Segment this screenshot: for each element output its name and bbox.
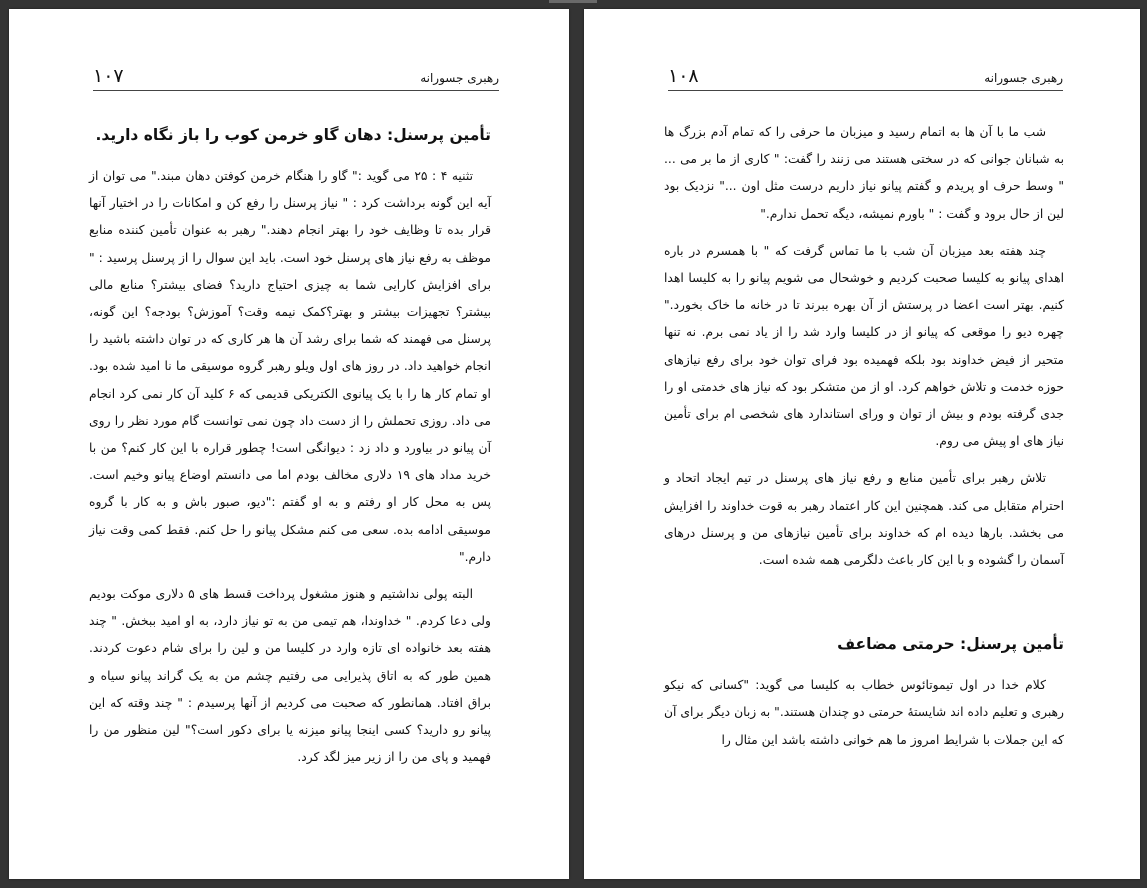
paragraph: شب ما با آن ها به اتمام رسید و میزبان ما حرفی را که تمام آدم بزرگ ها به شبانان جوانی که در سختی هستند می زنند را گفت: " کاری از ما بر می ... " وسط حرف او پریدم و گفتم پیانو نیاز داریم درست مثل اون ..." نزدیک بود لین از حال برود و گفت : " باورم نمیشه، دیگه تحمل ندارم." (664, 125, 1064, 221)
section-heading: تأمین پرسنل: حرمتی مضاعف (837, 635, 1064, 654)
paragraph: چند هفته بعد میزبان آن شب با ما تماس گرفت که " با همسرم در باره اهدای پیانو به کلیسا صحبت کردیم و خوشحال می شویم پیانو را به کلیسا اهدا کنیم. بهتر است اعضا در پرستش از آن بهره ببرند تا در خانه ما خاک بخورد." چهره دیو را موقعی که پیانو از در کلیسا وارد شد را از یاد نمی برم. نه تنها متحیر از فیض خداوند بود بلکه فهمیده بود فرای توان خود برای رفع نیازهای حوزه خدمت و تلاش خواهم کرد. او از من متشکر بود که نیاز های خدمتی او را جدی گرفته بودم و بیش از توان و ورای استاندارد های شخصی ام برای تأمین نیاز های او پیش می روم. (664, 243, 1064, 449)
section-heading: تأمین پرسنل: دهان گاو خرمن کوب را باز نگاه دارید. (95, 126, 491, 144)
running-title: رهبری جسورانه (420, 71, 499, 85)
header-rule (93, 90, 499, 91)
page-number: ۱۰۷ (93, 65, 124, 87)
running-header (93, 63, 499, 91)
page-content (89, 121, 491, 781)
page-107 (9, 9, 569, 879)
paragraph: تلاش رهبر برای تأمین منابع و رفع نیاز های پرسنل در تیم ایجاد اتحاد و احترام متقابل می کند. همچنین این کار اعتماد رهبر به قوت خداوند را افزایش می بخشد. بارها دیده ام که خداوند برای تأمین نیازهای من و پرسنل درهای آسمان را گشوده و با این کار باعث دلگرمی همه شده است. (664, 471, 1064, 568)
running-title: رهبری جسورانه (984, 71, 1063, 85)
paragraph: تثنیه ۴ : ۲۵ می گوید :" گاو را هنگام خرمن کوفتن دهان مبند." می توان از آیه این گونه برداشت کرد : " نیاز پرسنل را رفع کن و امکانات را در اختیار آنها قرار بده تا وظایف خود را بهتر انجام دهند." رهبر به عنوان تأمین کننده منابع موظف به رفع نیاز های پرسنل خود است. باید این سوال را از پرسنل پرسید : " برای افزایش کارایی شما به چیزی احتیاج دارید؟ فضای بیشتر؟ منابع مالی بیشتر؟ تجهیزات بیشتر و بهتر؟کمک نیمه وقت؟ آموزش؟ بودجه؟ این گونه، پرسنل می فهمند که شما برای رشد آن ها هر کاری که در توان داشته باشید را انجام خواهید داد. در روز های اول ویلو رهبر گروه موسیقی ما نا امید شده بود. او تمام کار ها را با یک پیانوی الکتریکی قدیمی که ۶ کلید آن کار نمی کرد انجام می داد. روزی تحملش را از دست داد چون نمی توانست گام مورد نظر را روی آن پیانو در بیاورد و داد زد : دیوانگی است! چطور قراره با این کار کنم؟ من با خرید مداد های ۱۹ دلاری مخالف بودم اما می دانستم اوضاع پیانو وخیم است. پس به محل کار او رفتم و به او گفتم :"دیو، صبور باش و به کار با گروه موسیقی ادامه بده. سعی می کنم مشکل پیانو را حل کنم. فقط کمی وقت نیاز دارم." (89, 169, 491, 564)
header-rule (668, 90, 1063, 91)
page-number: ۱۰۸ (668, 65, 699, 87)
paragraph: کلام خدا در اول تیموتائوس خطاب به کلیسا می گوید: "کسانی که نیکو رهبری و تعلیم داده اند شایستهٔ حرمتی دو چندان هستند." به زبان دیگر برای آن که این جملات با شرایط امروز ما هم خوانی داشته باشد این مثال را (664, 678, 1064, 747)
viewer-top-handle[interactable] (549, 0, 597, 3)
page-content (664, 119, 1064, 764)
page-108 (584, 9, 1140, 879)
paragraph: البته پولی نداشتیم و هنوز مشغول پرداخت قسط های ۵ دلاری موکت بودیم ولی دعا کردم. " خداوندا، هم تیمی من به تو نیاز دارد، به او امید ببخش. " چند هفته بعد خانواده ای تازه وارد در کلیسا من و لین را برای شام دعوت کردند. همین طور که به اتاق پذیرایی می رفتیم چشم من به یک گراند پیانو سیاه و براق افتاد. همانطور که صحبت می کردیم از آنها پرسیدم : " چند وقته که این پیانو رو دارید؟ کسی اینجا پیانو میزنه یا برای دکور است؟" لین منظور من را فهمید و پای من را از زیر میز لگد کرد. (89, 587, 491, 765)
running-header (668, 63, 1063, 91)
section-spacer (664, 584, 1064, 630)
